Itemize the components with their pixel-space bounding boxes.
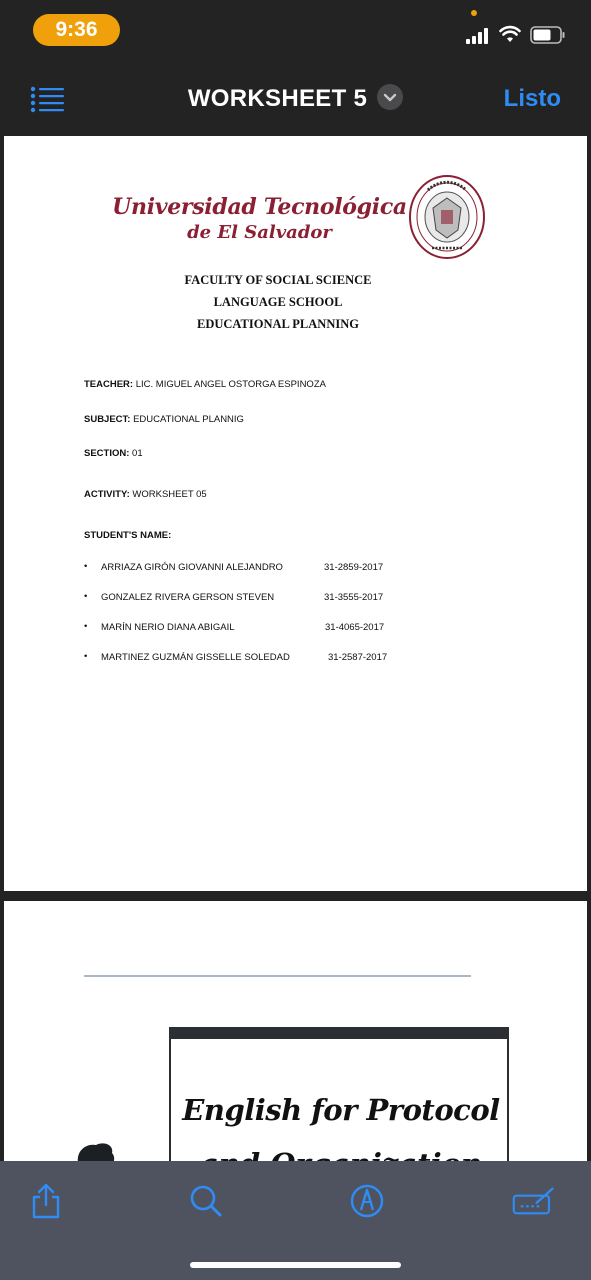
faculty-heading: FACULTY OF SOCIAL SCIENCE [184, 273, 372, 287]
divider-line [84, 975, 471, 977]
battery-icon [530, 26, 566, 44]
activity-value: WORKSHEET 05 [132, 489, 207, 500]
privacy-indicator-icon [471, 10, 477, 16]
university-logo-text [112, 194, 407, 243]
signature-icon[interactable] [512, 1181, 556, 1221]
course-heading: EDUCATIONAL PLANNING [197, 317, 359, 331]
student-id: 31-4065-2017 [325, 622, 385, 633]
markup-icon[interactable] [345, 1181, 389, 1221]
bullet-icon: • [84, 561, 88, 572]
students-heading: STUDENT'S NAME: [84, 530, 172, 541]
signal-icon [466, 28, 490, 44]
document-title-text: WORKSHEET 5 [187, 85, 368, 112]
student-name: MARTINEZ GUZMÁN GISSELLE SOLEDAD [101, 652, 290, 663]
subject-line [84, 414, 244, 425]
section-label: SECTION: [84, 448, 130, 459]
document-page-1[interactable] [4, 136, 587, 891]
school-heading: LANGUAGE SCHOOL [213, 295, 343, 309]
bottom-toolbar [0, 1161, 591, 1280]
status-time[interactable]: 9:36 [33, 14, 120, 46]
board-title: English for Protocol [182, 1093, 500, 1127]
teacher-line [84, 379, 326, 390]
student-name: ARRIAZA GIRÓN GIOVANNI ALEJANDRO [101, 562, 283, 573]
chevron-down-icon[interactable] [377, 84, 403, 110]
home-indicator[interactable] [190, 1262, 401, 1268]
section-line [84, 448, 143, 459]
logo-line-2: de El Salvador [187, 222, 332, 243]
share-icon[interactable] [24, 1181, 68, 1221]
bullet-icon: • [84, 621, 88, 632]
document-page-2[interactable] [4, 901, 587, 1161]
logo-line-1: Universidad Tecnológica [112, 194, 407, 220]
bullet-icon: • [84, 591, 88, 602]
student-name: GONZALEZ RIVERA GERSON STEVEN [101, 592, 275, 603]
student-id: 31-3555-2017 [324, 592, 384, 603]
bullet-icon: • [84, 651, 88, 662]
section-value: 01 [132, 448, 143, 459]
subject-label: SUBJECT: [84, 414, 131, 425]
teacher-value: LIC. MIGUEL ANGEL OSTORGA ESPINOZA [135, 379, 326, 390]
document-title[interactable] [0, 84, 591, 113]
student-id: 31-2859-2017 [324, 562, 384, 573]
search-icon[interactable] [184, 1181, 228, 1221]
student-name: MARÍN NERIO DIANA ABIGAIL [101, 622, 235, 633]
university-seal-icon [408, 174, 486, 260]
subject-value: EDUCATIONAL PLANNIG [133, 414, 244, 425]
status-bar [0, 0, 591, 60]
navigation-bar [0, 60, 591, 134]
done-button[interactable]: Listo [503, 85, 561, 112]
student-id: 31-2587-2017 [328, 652, 388, 663]
wifi-icon [499, 25, 521, 43]
teacher-label: TEACHER: [84, 379, 134, 390]
activity-line [84, 489, 207, 500]
activity-label: ACTIVITY: [84, 489, 130, 500]
